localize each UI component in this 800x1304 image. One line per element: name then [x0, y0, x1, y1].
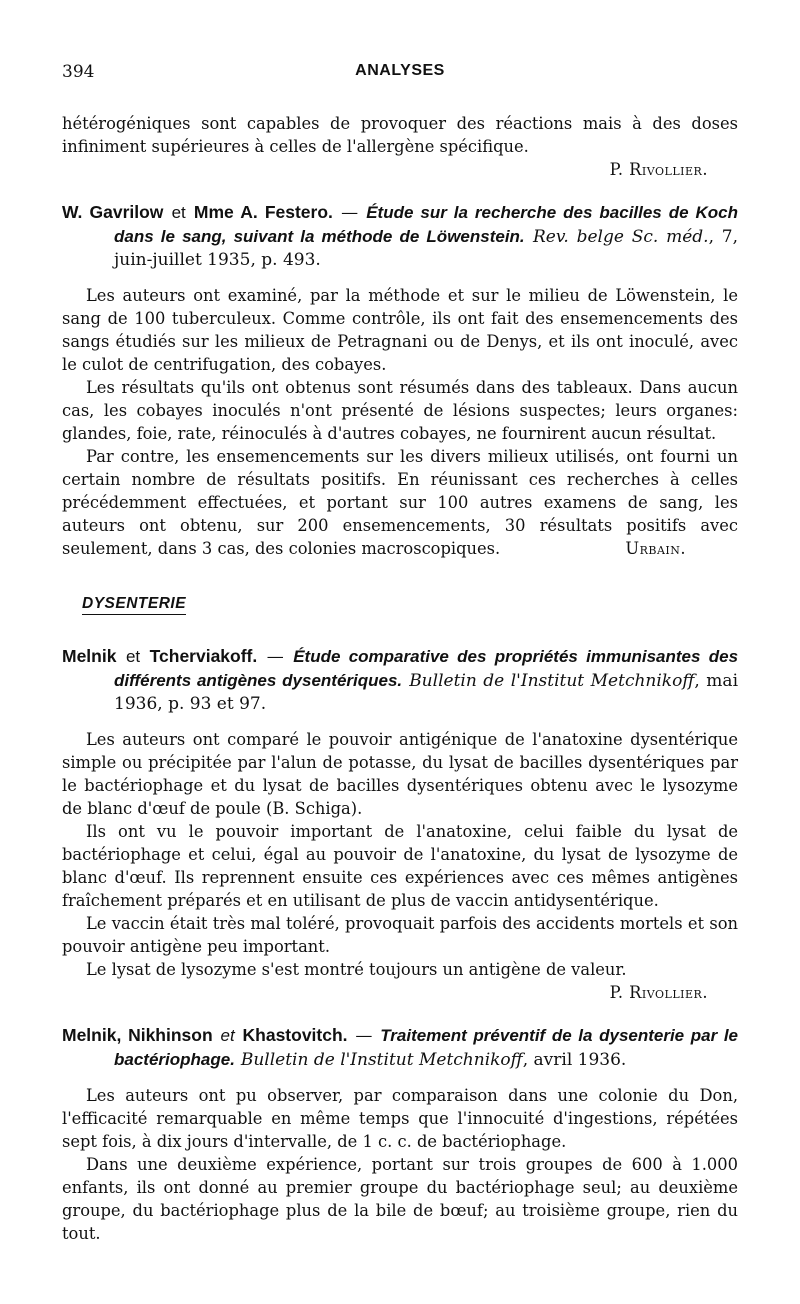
- entry-dash: —: [266, 647, 284, 667]
- section-heading: DYSENTERIE: [82, 594, 186, 615]
- entry-heading: [62, 201, 738, 272]
- intro-text: hétérogéniques sont capables de provoquer des réactions mais à des doses infiniment supérieures à celles de l'allergène spécifique.: [62, 114, 738, 156]
- entry-authors: Melnik: [62, 646, 117, 666]
- abstract-entry: [62, 201, 738, 560]
- entry-abstract: [62, 728, 738, 1004]
- abstract-paragraph: Ils ont vu le pouvoir important de l'anatoxine, celui faible du lysat de bactériophage et celui, égal au pouvoir de l'anatoxine, du lysat de lysozyme de blanc d'œuf. Ils reprennent ensuite ces expériences avec ces mêmes antigènes fraîchement préparés et en utilisant de plus de vaccin antidysentérique.: [62, 822, 738, 910]
- entry-dash: —: [355, 1026, 373, 1046]
- abstract-paragraph: Les auteurs ont pu observer, par comparaison dans une colonie du Don, l'efficacité remarquable en même temps que l'innocuité d'ingestions, répétées sept fois, à dix jours d'intervalle, de 1 c. c. de bactériophage.: [62, 1086, 738, 1151]
- entry-citation: , mai 1936, p. 93 et 97.: [114, 671, 738, 714]
- entry-journal: Bulletin de l'Institut Metchnikoff: [409, 671, 695, 691]
- page-header: [62, 62, 738, 90]
- entry-authors-2: Khastovitch.: [242, 1025, 348, 1045]
- entry-dash: —: [341, 203, 359, 223]
- abstract-paragraph: Les auteurs ont examiné, par la méthode et sur le milieu de Löwenstein, le sang de 100 tuberculeux. Comme contrôle, ils ont fait des ensemencements des sangs étudiés sur les milieux de Petragnani ou de Denys, et ils ont inoculé, avec le culot de centrifugation, des cobayes.: [62, 286, 738, 374]
- abstract-paragraph: Dans une deuxième expérience, portant sur trois groupes de 600 à 1.000 enfants, ils ont donné au premier groupe du bactériophage seul; au deuxième groupe, du bactériophage plus de la bile de bœuf; au troisième groupe, rien du tout.: [62, 1155, 738, 1243]
- intro-signature: P. Rivollier.: [609, 160, 708, 179]
- entry-journal: Bulletin de l'Institut Metchnikoff: [240, 1050, 523, 1070]
- entry-abstract: [62, 284, 738, 560]
- abstract-entry: [62, 1024, 738, 1245]
- entry-title: Étude comparative des propriétés immunisantes des différents antigènes dysentériques.: [114, 647, 739, 690]
- entry-title: Traitement préventif de la dysenterie par le bactériophage.: [114, 1026, 739, 1069]
- entry-authors-2: Tcherviakoff.: [149, 646, 258, 666]
- abstract-entry: [62, 645, 738, 1004]
- entry-conj: et: [125, 647, 141, 666]
- abstract-paragraph: Les auteurs ont comparé le pouvoir antigénique de l'anatoxine dysentérique simple ou précipitée par l'alun de potasse, du lysat de bacilles dysentériques par le bactériophage et du lysat de bacilles dysentériques obtenu avec le lysozyme de blanc d'œuf de poule (B. Schiga).: [62, 730, 738, 818]
- entry-signature: P. Rivollier.: [609, 983, 708, 1002]
- entry-heading: [62, 1024, 738, 1072]
- entry-citation: , avril 1936.: [522, 1050, 627, 1070]
- entry-citation: , 7, juin-juillet 1935, p. 493.: [114, 227, 738, 270]
- abstract-paragraph: Le vaccin était très mal toléré, provoquait parfois des accidents mortels et son pouvoir antigène peu important.: [62, 914, 738, 956]
- entry-authors-2: Mme A. Festero.: [193, 202, 333, 222]
- entry-conj: et: [220, 1026, 235, 1045]
- entry-signature: Urbain.: [625, 539, 687, 558]
- entry-title: Étude sur la recherche des bacilles de Koch dans le sang, suivant la méthode de Löwenstein.: [114, 203, 739, 246]
- intro-paragraph: [62, 112, 738, 158]
- entry-journal: Rev. belge Sc. méd.: [532, 227, 709, 247]
- entry-abstract: [62, 1084, 738, 1245]
- entry-conj: et: [171, 203, 186, 222]
- abstract-paragraph: Par contre, les ensemencements sur les divers milieux utilisés, ont fourni un certain nombre de résultats positifs. En réunissant ces recherches à celles précédemment effectuées, et portant sur 100 autres examens de sang, les auteurs ont obtenu, sur 200 ensemencements, 30 résultats positifs avec seulement, dans 3 cas, des colonies macroscopiques. Urbain.: [62, 447, 738, 558]
- abstract-paragraph: Les résultats qu'ils ont obtenus sont résumés dans des tableaux. Dans aucun cas, les cobayes inoculés n'ont présenté de lésions suspectes; leurs organes: glandes, foie, rate, réinoculés à d'autres cobayes, ne fournirent aucun résultat.: [62, 378, 738, 443]
- entry-authors: W. Gavrilow: [62, 202, 164, 222]
- running-head: ANALYSES: [355, 62, 445, 79]
- page-content: [62, 112, 738, 1245]
- abstract-paragraph: Le lysat de lysozyme s'est montré toujours un antigène de valeur.: [86, 960, 627, 979]
- entry-heading: [62, 645, 738, 716]
- page-number: 394: [62, 62, 95, 82]
- entry-authors: Melnik, Nikhinson: [62, 1025, 213, 1045]
